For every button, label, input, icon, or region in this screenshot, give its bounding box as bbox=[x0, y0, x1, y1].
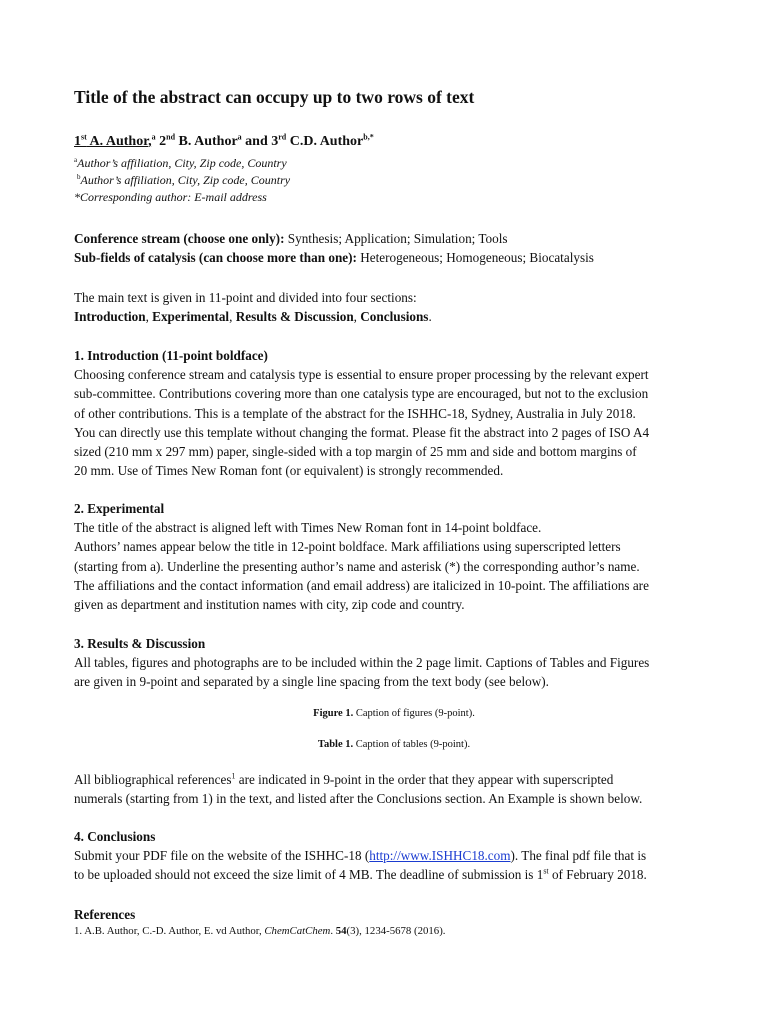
references-heading: References bbox=[74, 907, 136, 922]
section-list: Introduction, Experimental, Results & Discussion, Conclusions. bbox=[74, 309, 432, 324]
section-3-heading: 3. Results & Discussion bbox=[74, 636, 206, 651]
author-1-affil-sup: a bbox=[151, 132, 156, 142]
corresponding-author: *Corresponding author: E-mail address bbox=[74, 190, 267, 204]
affiliation-b: $^b$Author’s affiliation, City, Zip code, Country bbox=[77, 173, 291, 187]
author-3: 3rd C.D. Author bbox=[271, 132, 364, 149]
section-2-heading: 2. Experimental bbox=[74, 501, 165, 516]
affiliation-a: $^a$Author’s affiliation, City, Zip code, Country bbox=[74, 156, 287, 170]
section-1-paragraph: Choosing conference stream and catalysis type is essential to ensure proper processing by the relevant expert sub-committee. Contributions covering more than one catalysis type are encouraged, but not to the exclusion of other contributions. This is a template of the abstract for the ISHHC-18, Sydney, Australia in July 2018. You can directly use this template without changing the format. Please fit the abstract into 2 pages of ISO A4 sized (210 mm x 297 mm) paper, single-sided with a top margin of 25 mm and side and bottom margins of 20 mm. Use of Times New Roman font (or equivalent) is strongly recommended. bbox=[74, 367, 650, 479]
section-3-paragraph: All tables, figures and photographs are to be included within the 2 page limit. Captions of Tables and Figures are given in 9-point and separated by a single line spacing from the text body (see below). bbox=[74, 655, 650, 690]
references-paragraph: All bibliographical references$^1$ are indicated in 9-point in the order that they appear with superscripted numerals (starting from 1) in the text, and listed after the Conclusions section. An Example is shown below. bbox=[74, 771, 643, 807]
main-text-intro: The main text is given in 11-point and divided into four sections: bbox=[74, 290, 417, 305]
table-caption: Table 1. Caption of tables (9-point). bbox=[317, 739, 471, 750]
section-2-paragraph: The title of the abstract is aligned left with Times New Roman font in 14-point boldface. Authors’ names appear below the title in 12-point boldface. Mark affiliations using superscripted letters (starting from a). Underline the presenting author’s name and asterisk (*) the corresponding author’s name. The affiliations and the contact information (and email address) are italicized in 10-point. The affiliations are given as department and institution names with city, zip code and country. bbox=[74, 520, 649, 613]
author-conjunction: and bbox=[245, 134, 268, 149]
section-1-heading: 1. Introduction (11-point boldface) bbox=[74, 348, 268, 363]
reference-item: 1. A.B. Author, C.-D. Author, E. vd Author, ChemCatChem. 54(3), 1234-5678 (2016). bbox=[74, 925, 446, 937]
website-link[interactable]: http://www.ISHHC18.com bbox=[369, 848, 511, 863]
section-4-paragraph: Submit your PDF file on the website of the ISHHC-18 (http://www.ISHHC18.com). The final pdf file that is to be uploaded should not exceed the size limit of 4 MB. The deadline of submission is 1st of February 2018. bbox=[74, 848, 647, 883]
section-4-heading: 4. Conclusions bbox=[74, 829, 156, 844]
author-line bbox=[74, 134, 374, 150]
sub-fields: Sub-fields of catalysis (can choose more than one): Heterogeneous; Homogeneous; Biocatalysis bbox=[74, 250, 594, 265]
author-2-affil-sup: a bbox=[237, 132, 242, 142]
figure-caption: Figure 1. Caption of figures (9-point). bbox=[313, 708, 475, 719]
author-3-affil-sup: b,* bbox=[363, 132, 374, 142]
conference-stream: Conference stream (choose one only): Synthesis; Application; Simulation; Tools bbox=[74, 231, 508, 246]
presenting-author: 1st A. Author, bbox=[74, 132, 152, 149]
abstract-title: Title of the abstract can occupy up to two rows of text bbox=[74, 87, 475, 107]
author-2: 2nd B. Author bbox=[159, 132, 238, 149]
